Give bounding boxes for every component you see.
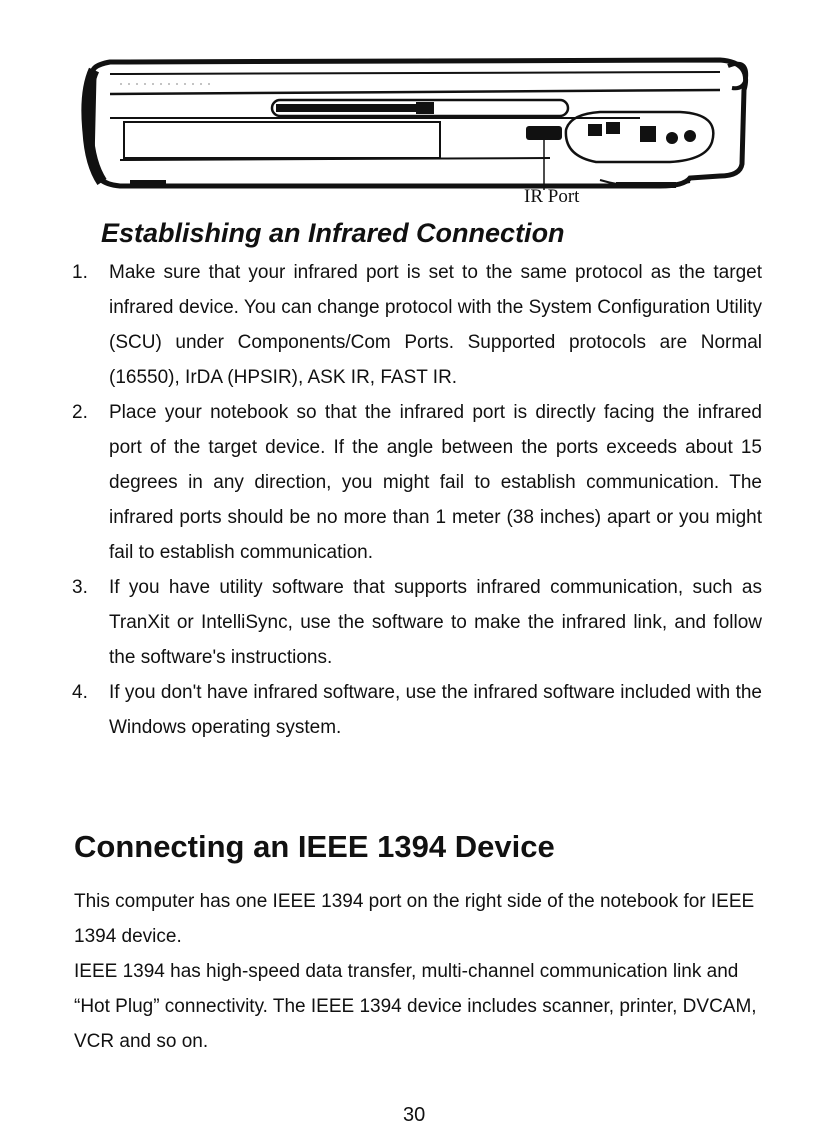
step-text: Make sure that your infrared port is set to the same protocol as the target infrared device. You can change protocol with the System Configuration Utility (SCU) under Components/Com Ports. Supported protocols are Normal (16550), IrDA (HPSIR), ASK IR, FAST IR. — [109, 262, 762, 388]
step-number: 3. — [72, 577, 88, 598]
step-text: If you don't have infrared software, use the infrared software included with the Windows operating system. — [109, 682, 762, 738]
card-slot-divider — [416, 102, 434, 114]
foot-left — [130, 180, 166, 188]
port-square-3 — [640, 126, 656, 142]
instruction-list — [72, 255, 762, 745]
card-slot-fill — [276, 104, 432, 112]
ieee-paragraph-1: This computer has one IEEE 1394 port on the right side of the notebook for IEEE 1394 device. — [74, 891, 755, 947]
step-number: 4. — [72, 682, 88, 703]
list-item — [72, 675, 762, 745]
list-item — [72, 570, 762, 675]
list-item — [72, 255, 762, 395]
port-circle-1 — [666, 132, 678, 144]
port-square-2 — [606, 122, 620, 134]
step-text: Place your notebook so that the infrared port is directly facing the infrared port of the target device. If the angle between the ports exceeds about 15 degrees in any direction, you might fail to establish communication. The infrared ports should be no more than 1 meter (38 inches) apart or you might fail to establish communication. — [109, 402, 762, 563]
step-text: If you have utility software that supports infrared communication, such as TranXit or IntelliSync, use the software to make the infrared link, and follow the software's instructions. — [109, 577, 762, 668]
ieee-paragraph-2: IEEE 1394 has high-speed data transfer, multi-channel communication link and “Hot Plug” connectivity. The IEEE 1394 device includes scanner, printer, DVCAM, VCR and so on. — [74, 961, 757, 1052]
section-subheading: Establishing an Infrared Connection — [101, 218, 565, 248]
page-number: 30 — [403, 1104, 426, 1126]
ir-port-label: IR Port — [524, 186, 580, 207]
drive-bay — [124, 122, 440, 158]
ir-port — [526, 126, 562, 140]
port-circle-2 — [684, 130, 696, 142]
step-number: 2. — [72, 402, 88, 423]
foot-right — [616, 182, 676, 188]
ieee-heading: Connecting an IEEE 1394 Device — [74, 829, 555, 864]
port-square-1 — [588, 124, 602, 136]
step-number: 1. — [72, 262, 88, 283]
list-item — [72, 395, 762, 570]
lid-seam-line — [110, 72, 720, 74]
lid-lower-line — [110, 90, 720, 94]
notebook-side-illustration — [80, 52, 760, 212]
